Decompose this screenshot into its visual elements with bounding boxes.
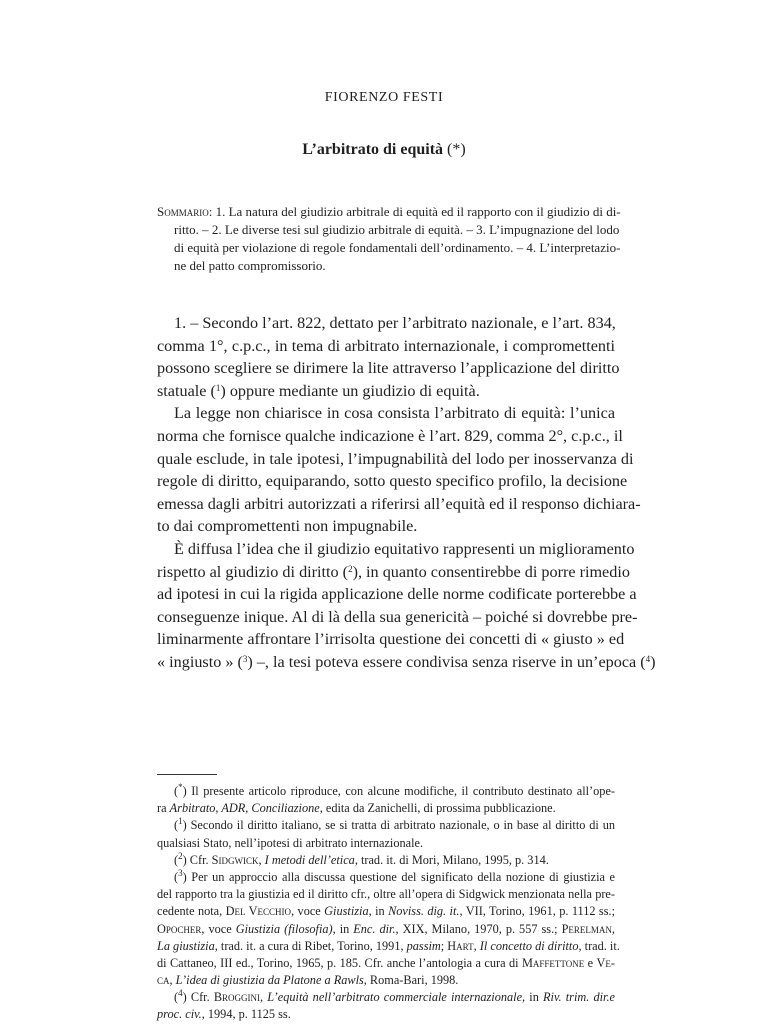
summary-label: Sommario [157,204,209,219]
footnote-mark: * [178,782,183,792]
body-line: rispetto al giudizio di diritto ($^2$), in quanto consentirebbe di porre rimedio [157,562,630,581]
body-line: conseguenze inique. Al di là della sua genericità – poiché si dovrebbe pre- [157,607,638,626]
footnote-ref: 2 [348,563,353,574]
footnotes [157,782,620,1024]
summary [157,203,621,275]
footnote-mark: 2 [178,850,183,861]
footnote-separator [157,774,217,775]
body-line: emessa dagli arbitri autorizzati a riferirsi all’equità ed il responso dichiara- [157,494,641,513]
body-line: possono scegliere se dirimere la lite attraverso l’applicazione del diritto [157,359,620,378]
body-line: to dai compromettenti non impugnabile. [157,517,418,536]
body-line: norma che fornisce qualche indicazione è l’art. 829, comma 2°, c.p.c., il [157,426,623,445]
footnote-ref: 3 [242,653,248,664]
footnote-line: di Cattaneo, III ed., Torino, 1965, p. 185. Cfr. anche l’antologia a cura di Maffettone e Ve- [157,955,615,970]
footnote-mark: 4 [178,988,183,999]
body-text [157,312,656,674]
body-line: regole di diritto, equiparando, sotto questo specifico profilo, la decisione [157,472,628,491]
footnote-mark: 3 [178,867,183,878]
summary-line: ritto. – 2. Le diverse tesi sul giudizio arbitrale di equità. – 3. L’impugnazione del lodo [174,222,620,237]
summary-line: ne del patto compromissorio. [174,258,326,273]
footnote-ref: 1 [215,382,221,393]
body-line: liminarmente affrontare l’irrisolta questione dei concetti di « giusto » ed [157,630,625,649]
footnote-line: qualsiasi Stato, nell’ipotesi di arbitrato internazionale. [157,835,424,850]
body-line: ad ipotesi in cui la rigida applicazione delle norme codificate porterebbe a [157,585,637,604]
body-line: La legge non chiarisce in cosa consista l’arbitrato di equità: l’unica [174,404,615,423]
body-line: È diffusa l’idea che il giudizio equitativo rappresenti un miglioramento [174,539,635,558]
title-footnote-mark: (*) [443,141,466,158]
footnote-line: ca, L’idea di giustizia da Platone a Rawls, Roma-Bari, 1998. [157,973,459,988]
footnote-line: del rapporto tra la giustizia ed il diritto cfr., oltre all’opera di Sidgwick menzionata nella pre- [157,887,615,902]
author-name: FIORENZO FESTI [324,90,444,105]
summary-line: Sommario: 1. La natura del giudizio arbitrale di equità ed il rapporto con il giudizio di di- [157,204,621,219]
footnote-line: ($^3$) Per un approccio alla discussa questione del significato della nozione di giustizia e [174,867,615,884]
footnote-line: Opocher, voce Giustizia (filosofia), in Enc. dir., XIX, Milano, 1970, p. 557 ss.; Perelman, [157,921,615,936]
footnote-line: proc. civ., 1994, p. 1125 ss. [157,1007,291,1022]
footnote-line: ra Arbitrato, ADR, Conciliazione, edita da Zanichelli, di prossima pubblicazione. [157,801,556,816]
footnote-line: (*) Il presente articolo riproduce, con alcune modifiche, il contributo destinato all’ope- [174,782,615,798]
body-line: quale esclude, in tale ipotesi, l’impugnabilità del lodo per inosservanza di [157,449,634,468]
body-line: comma 1°, c.p.c., in tema di arbitrato internazionale, i compromettenti [157,336,615,355]
footnote-line: La giustizia, trad. it. a cura di Ribet, Torino, 1991, passim; Hart, Il concetto di diritto, trad. it. [157,938,620,953]
footnote-line: ($^1$) Secondo il diritto italiano, se si tratta di arbitrato nazionale, o in base al diritto di un [174,816,615,833]
body-line: 1. – Secondo l’art. 822, dettato per l’arbitrato nazionale, e l’art. 834, [174,314,616,332]
footnote-mark: 1 [178,816,183,827]
article-title-text: L’arbitrato di equità [302,141,444,158]
summary-line: di equità per violazione di regole fondamentali dell’ordinamento. – 4. L’interpretazio- [174,240,621,255]
body-line: statuale ($^1$) oppure mediante un giudizio di equità. [157,381,480,400]
footnote-line: ($^2$) Cfr. Sidgwick, I metodi dell’etica, trad. it. di Mori, Milano, 1995, p. 314. [174,850,549,867]
footnote-line: ($^4$) Cfr. Broggini, L’equità nell’arbitrato commerciale internazionale, in Riv. trim. dir.e [174,988,616,1005]
footnote-line: cedente nota, Del Vecchio, voce Giustizia, in Noviss. dig. it., VII, Torino, 1961, p. 1112 ss.; [157,904,615,919]
footnote-ref: 4 [645,653,651,664]
body-line: « ingiusto » ($^3$) –, la tesi poteva essere condivisa senza riserve in un’epoca ($^4$) [157,652,656,671]
article-title [0,141,768,159]
